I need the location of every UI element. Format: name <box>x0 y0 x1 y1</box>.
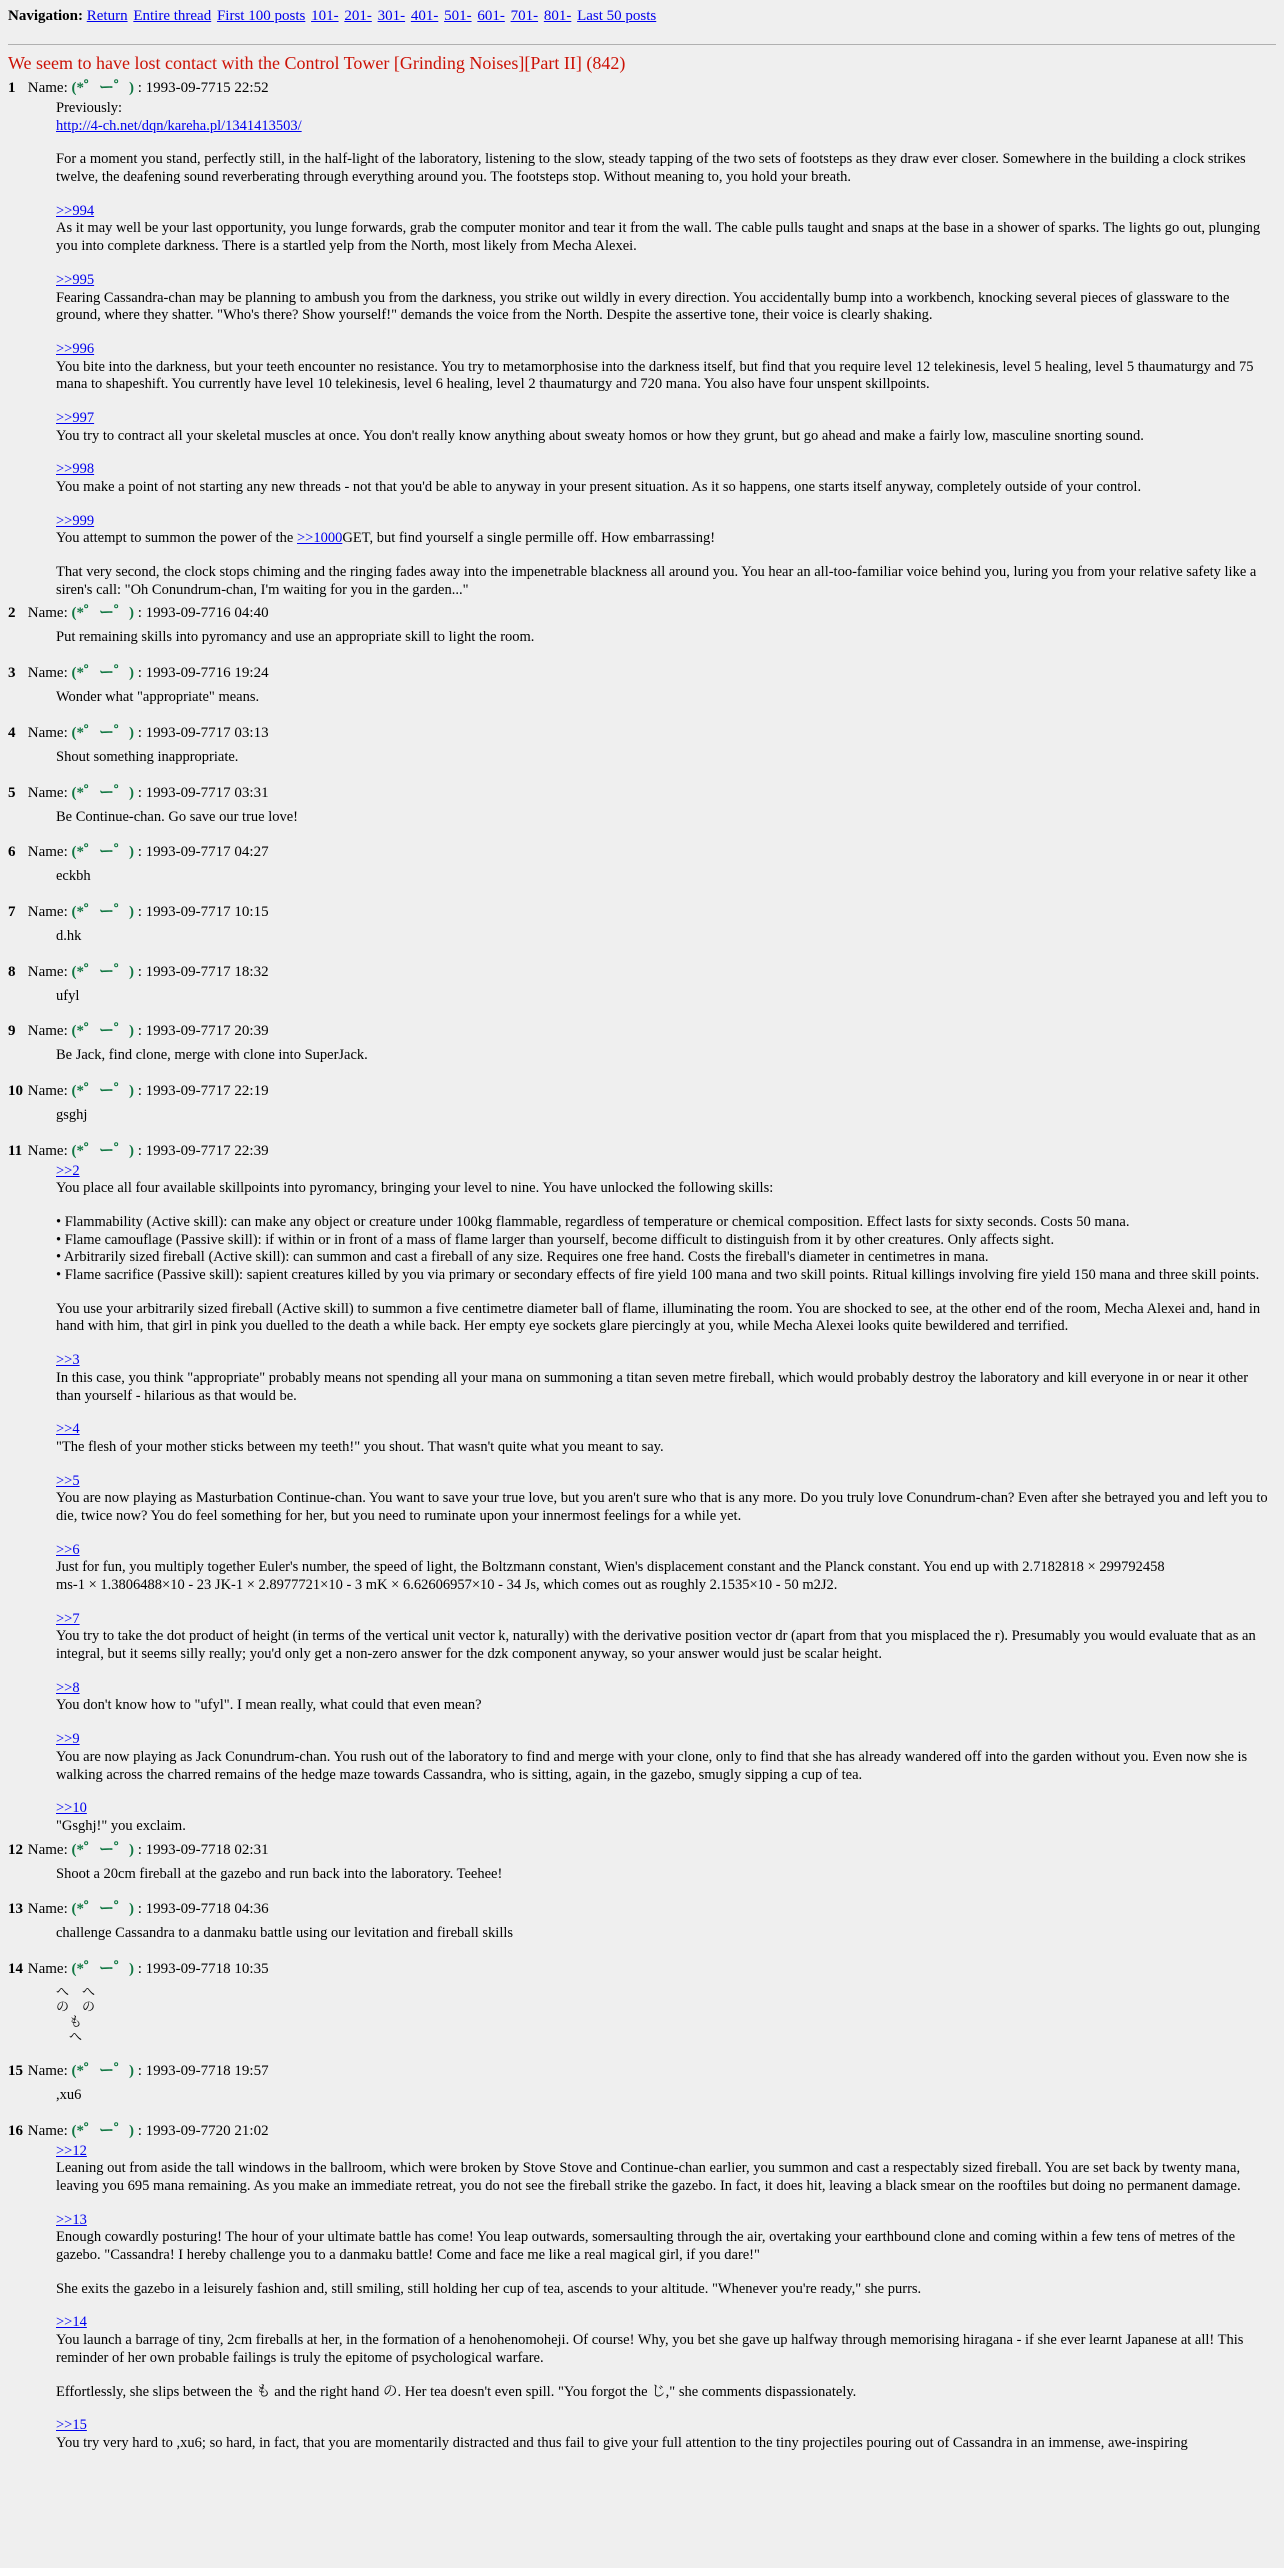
post-header: 5 Name: (*゜ー゜) : 1993-09-7717 03:31 <box>8 784 269 801</box>
post-header: 2 Name: (*゜ー゜) : 1993-09-7716 04:40 <box>8 605 269 622</box>
post-text: ,xu6 <box>56 2086 82 2103</box>
post-text-segment: As it may well be your last opportunity, you lunge forwards, grab the computer monitor and tear it from the wall. The cable pulls taught and snaps at the base in a shower of sparks. The lights go out, plunging you into complete darkness. There is a startled yelp from the North, most likely from Mecha Alexei. <box>56 220 1261 255</box>
post-number[interactable]: 10 <box>8 1082 23 1099</box>
post-date: 1993-09-7718 04:36 <box>145 1901 269 1918</box>
nav-link-first-100[interactable]: First 100 posts <box>216 8 306 24</box>
post-text <box>56 1232 1276 1250</box>
reply-link[interactable]: >>7 <box>56 1610 80 1627</box>
post-header: 16 Name: (*゜ー゜) : 1993-09-7720 21:02 <box>8 2122 269 2139</box>
reply-link[interactable]: >>12 <box>56 2142 87 2159</box>
post-number[interactable]: 6 <box>8 844 16 861</box>
poster-name: (*゜ー゜) <box>71 1960 134 1977</box>
nav-link-301[interactable]: 301- <box>377 8 406 24</box>
post-text <box>56 2281 1276 2299</box>
post-text <box>56 151 1276 186</box>
post-text-segment: You try to take the dot product of height (in terms of the vertical unit vector k, naturally) with the derivative position vector dr (apart from that you misplaced the r). Presumably you would evaluate that as an integral, but it seems silly really; you'd only get a non-zero answer for the dzk component anyway, so your answer would just be scalar height. <box>56 1628 1256 1663</box>
post-text <box>56 479 1276 497</box>
name-label: Name: <box>27 963 68 980</box>
post-text <box>56 1267 1276 1285</box>
post-date: 1993-09-7717 22:39 <box>145 1142 269 1159</box>
name-label: Name: <box>27 1082 68 1099</box>
post-text <box>56 2332 1276 2367</box>
post-body <box>56 2141 1276 2457</box>
post-text-segment: • Flammability (Active skill): can make any object or creature under 100kg flammable, regardless of temperature or chemical composition. Effect lasts for sixty seconds. Costs 50 mana. <box>56 1214 1130 1230</box>
post <box>0 2121 1284 2457</box>
poster-name: (*゜ー゜) <box>71 2122 134 2139</box>
post-header: 14 Name: (*゜ー゜) : 1993-09-7718 10:35 <box>8 1960 269 1977</box>
post-text <box>56 1628 1276 1663</box>
post-body <box>56 803 1276 843</box>
post-text <box>56 2160 1276 2195</box>
post <box>0 723 1284 783</box>
post-number[interactable]: 7 <box>8 903 16 920</box>
post-text-segment: You place all four available skillpoints into pyromancy, bringing your level to nine. You have unlocked the following skills: <box>56 1180 774 1197</box>
post-body <box>56 1860 1276 1900</box>
reply-link[interactable]: >>1000 <box>296 530 343 547</box>
post-date: 1993-09-7717 03:13 <box>145 724 269 741</box>
post-number[interactable]: 8 <box>8 963 16 980</box>
divider <box>8 44 1276 45</box>
post-text-segment: Enough cowardly posturing! The hour of your ultimate battle has come! You leap outwards, somersaulting through the air, overtaking your earthbound clone and coming within a few tens of metres of the gazebo. "Cassandra! I hereby challenge you to a danmaku battle! Come and face me like a real magical girl, if you dare!" <box>56 2229 1236 2264</box>
post <box>0 842 1284 902</box>
reply-link[interactable]: >>4 <box>56 1421 80 1438</box>
reply-link[interactable]: >>998 <box>56 461 95 478</box>
post-text: Shoot a 20cm fireball at the gazebo and run back into the laboratory. Teehee! <box>56 1865 503 1882</box>
post-text: Put remaining skills into pyromancy and use an appropriate skill to light the room. <box>56 629 535 646</box>
post-header: 7 Name: (*゜ー゜) : 1993-09-7717 10:15 <box>8 903 269 920</box>
post-date: 1993-09-7717 18:32 <box>145 963 269 980</box>
post-number[interactable]: 14 <box>8 1960 23 1977</box>
post-header: 4 Name: (*゜ー゜) : 1993-09-7717 03:13 <box>8 724 269 741</box>
name-label: Name: <box>27 605 68 622</box>
post-text: ms-1 × 1.3806488×10 - 23 JK-1 × 2.8977721×10 - 3 mK × 6.62606957×10 - 34 Js, which comes out as roughly 2.1535×10 - 50 m2J2. <box>56 1577 838 1593</box>
post-text <box>56 564 1276 599</box>
post-date: 1993-09-7717 04:27 <box>145 844 269 861</box>
post-text-segment: You try to contract all your skeletal muscles at once. You don't really know anything about sweaty homos or how they grunt, but go ahead and make a fairly low, masculine snorting sound. <box>56 427 1144 444</box>
post-text: ufyl <box>56 987 80 1004</box>
poster-name: (*゜ー゜) <box>71 844 134 861</box>
reply-link[interactable]: >>996 <box>56 340 95 357</box>
post <box>0 1899 1284 1959</box>
post-body <box>56 1979 1276 2061</box>
post-text-segment: You bite into the darkness, but your teeth encounter no resistance. You try to metamorphosise into the darkness itself, but find that you require level 12 telekinesis, level 5 healing, level 5 thaumaturgy and 75 mana to shapeshift. You currently have level 10 telekinesis, level 6 healing, level 2 thaumaturgy and 720 mana. You also have four unspent skillpoints. <box>56 358 1254 393</box>
post-date: 1993-09-7718 02:31 <box>145 1841 269 1858</box>
post-text: Be Jack, find clone, merge with clone into SuperJack. <box>56 1047 368 1064</box>
post <box>0 78 1284 603</box>
post-number[interactable]: 13 <box>8 1901 23 1918</box>
nav-link-401[interactable]: 401- <box>410 8 439 24</box>
post-text-segment: • Arbitrarily sized fireball (Active skill): can summon and cast a fireball of any size. Requires one free hand. Costs the fireball's diameter in centimetres in mana. <box>56 1249 989 1266</box>
post-text <box>56 100 1276 118</box>
post-text <box>56 1559 1276 1577</box>
post-header: 15 Name: (*゜ー゜) : 1993-09-7718 19:57 <box>8 2062 269 2079</box>
post <box>0 1840 1284 1900</box>
post-date: 1993-09-7717 03:31 <box>145 784 269 801</box>
name-label: Name: <box>27 724 68 741</box>
post-text <box>56 1214 1276 1232</box>
poster-name: (*゜ー゜) <box>71 724 134 741</box>
name-label: Name: <box>27 1901 68 1918</box>
poster-name: (*゜ー゜) <box>71 1023 134 1040</box>
post <box>0 663 1284 723</box>
nav-link-701[interactable]: 701- <box>510 8 539 24</box>
post-text: Be Continue-chan. Go save our true love! <box>56 808 298 825</box>
post-header: 3 Name: (*゜ー゜) : 1993-09-7716 19:24 <box>8 665 269 682</box>
name-label: Name: <box>27 844 68 861</box>
post <box>0 1021 1284 1081</box>
post-text-segment: You use your arbitrarily sized fireball (Active skill) to summon a five centimetre diameter ball of flame, illuminating the room. You are shocked to see, at the other end of the room, Mecha Alexei and, hand in hand with him, that girl in pink you duelled to the death a while back. Her empty eye sockets glare piercingly at you, while Mecha Alexei looks quite bewildered and terrified. <box>56 1300 1261 1335</box>
navigation-label: Navigation: <box>8 8 83 24</box>
post-number[interactable]: 16 <box>8 2122 23 2139</box>
nav-link-return[interactable]: Return <box>86 8 128 24</box>
nav-link-601[interactable]: 601- <box>477 8 505 24</box>
post-text <box>56 1818 1276 1836</box>
nav-link-501[interactable]: 501- <box>444 8 472 24</box>
reply-link[interactable]: >>6 <box>56 1541 80 1558</box>
nav-link-201[interactable]: 201- <box>344 8 372 24</box>
post-number[interactable]: 9 <box>8 1023 16 1040</box>
poster-name: (*゜ー゜) <box>71 784 134 801</box>
post-text-segment: You don't know how to "ufyl". I mean really, what could that even mean? <box>56 1697 482 1714</box>
post-body <box>56 623 1276 663</box>
post-text <box>56 1439 1276 1457</box>
poster-name: (*゜ー゜) <box>71 80 134 96</box>
post-number[interactable]: 12 <box>8 1841 23 1858</box>
post-text-segment: • Flame camouflage (Passive skill): if within or in front of a mass of flame larger than yourself, become difficult to distinguish from it by other creatures. Only affects sight. <box>56 1231 1055 1248</box>
post-text: Shout something inappropriate. <box>56 748 239 765</box>
poster-name: (*゜ー゜) <box>71 605 134 622</box>
post-text-segment: Previously: <box>56 100 123 116</box>
post-body <box>56 982 1276 1022</box>
post-number[interactable]: 3 <box>8 665 16 682</box>
post-body <box>56 2081 1276 2121</box>
post-text-segment: You are now playing as Jack Conundrum-chan. You rush out of the laboratory to find and merge with your clone, only to find that she has already wandered off into the garden without you. Even now she is walking across the charred remains of the hedge maze towards Cassandra, who is sitting, again, in the gazebo, smugly sipping a cup of tea. <box>56 1748 1248 1783</box>
reply-link[interactable]: >>5 <box>56 1472 80 1489</box>
post-text-segment: That very second, the clock stops chiming and the ringing fades away into the impenetrable blackness all around you. You hear an all-too-familiar voice behind you, luring you from your relative safety like a siren's call: "Oh Conundrum-chan, I'm waiting for you in the garden..." <box>56 564 1257 598</box>
post-text-segment: You try very hard to ,xu6; so hard, in fact, that you are momentarily distracted and thus fail to give your full attention to the tiny projectiles pouring out of Cassandra in an immense, awe-inspiring <box>56 2434 1188 2451</box>
post-text <box>56 359 1276 394</box>
name-label: Name: <box>27 1023 68 1040</box>
post-text: d.hk <box>56 927 82 944</box>
post-text-segment: GET, but find yourself a single permille off. How embarrassing! <box>342 530 716 547</box>
post-text-segment: You attempt to summon the power of the <box>56 530 297 547</box>
poster-name: (*゜ー゜) <box>71 665 134 682</box>
post-text <box>56 1249 1276 1267</box>
post-text-segment: You launch a barrage of tiny, 2cm fireballs at her, in the formation of a henohenomoheji. Of course! Why, you bet she gave up halfway through memorising hiragana - if she ever learnt Japanese at all! This reminder of her own probable failings is truly the epitome of psychological warfare. <box>56 2332 1244 2366</box>
post-date: 1993-09-7717 10:15 <box>145 903 269 920</box>
post-body <box>56 98 1276 603</box>
post-number[interactable]: 4 <box>8 724 16 741</box>
name-label: Name: <box>27 665 68 682</box>
post-date: 1993-09-7717 22:19 <box>145 1082 269 1099</box>
navigation-bar <box>8 7 658 25</box>
reply-link[interactable]: >>15 <box>56 2417 87 2434</box>
reply-link[interactable]: >>8 <box>56 1679 80 1696</box>
post-text-segment: Effortlessly, she slips between the も and the right hand の. Her tea doesn't even spill. "You forgot the じ," she comments dispassionately. <box>56 2383 857 2400</box>
post-text: へ へ の の も へ <box>56 1984 96 2045</box>
post-header: 13 Name: (*゜ー゜) : 1993-09-7718 04:36 <box>8 1901 269 1918</box>
post-date: 1993-09-7718 19:57 <box>145 2062 269 2079</box>
name-label: Name: <box>27 1841 68 1858</box>
post-header: 10 Name: (*゜ー゜) : 1993-09-7717 22:19 <box>8 1082 269 1099</box>
post-text <box>56 1370 1276 1405</box>
poster-name: (*゜ー゜) <box>71 2062 134 2079</box>
nav-link-last-50[interactable]: Last 50 posts <box>577 8 657 24</box>
post-text: eckbh <box>56 868 91 885</box>
post <box>0 962 1284 1022</box>
reply-link[interactable]: >>14 <box>56 2314 87 2331</box>
nav-link-101[interactable]: 101- <box>311 8 339 24</box>
post-header: 6 Name: (*゜ー゜) : 1993-09-7717 04:27 <box>8 844 269 861</box>
post-text-segment: "The flesh of your mother sticks between my teeth!" you shout. That wasn't quite what you meant to say. <box>56 1438 664 1455</box>
post-body <box>56 683 1276 723</box>
nav-link-801[interactable]: 801- <box>543 8 572 24</box>
post-number[interactable]: 2 <box>8 605 16 622</box>
reply-link[interactable]: >>997 <box>56 409 95 426</box>
post-text <box>56 428 1276 446</box>
post-body <box>56 1161 1276 1840</box>
post-text-segment: You make a point of not starting any new threads - not that you'd be able to anyway in your present situation. As it so happens, one starts itself anyway, completely outside of your control. <box>56 479 1142 495</box>
post-text-segment: "Gsghj!" you exclaim. <box>56 1817 186 1834</box>
poster-name: (*゜ー゜) <box>71 1901 134 1918</box>
post-text-segment: Leaning out from aside the tall windows in the ballroom, which were broken by Stove Stove and Continue-chan earlier, you summon and cast a respectably sized fireball. You are set back by twenty mana, leaving you 695 mana remaining. As you make an immediate retreat, you do not see the fireball strike the gazebo. In fact, it does hit, leaving a black smear on the rooftiles but doing no permanent damage. <box>56 2160 1241 2194</box>
post-text <box>56 2435 1276 2453</box>
post-text: challenge Cassandra to a danmaku battle using our levitation and fireball skills <box>56 1925 514 1942</box>
post-text-segment: For a moment you stand, perfectly still, in the half-light of the laboratory, listening to the slow, steady tapping of the two sets of footsteps as they draw ever closer. Somewhere in the building a clock strikes twelve, the deafening sound reverberating through everything around you. The footsteps stop. Without meaning to, you hold your breath. <box>56 151 1246 186</box>
post-body <box>56 1041 1276 1081</box>
post-text <box>56 2229 1276 2264</box>
reply-link[interactable]: >>2 <box>56 1162 80 1179</box>
poster-name: (*゜ー゜) <box>71 1841 134 1858</box>
post-number[interactable]: 11 <box>8 1142 23 1159</box>
post <box>0 603 1284 663</box>
post-date: 1993-09-7716 04:40 <box>145 605 269 622</box>
reply-link[interactable]: >>9 <box>56 1731 80 1748</box>
poster-name: (*゜ー゜) <box>71 903 134 920</box>
post-date: 1993-09-7717 20:39 <box>145 1023 269 1040</box>
post-date: 1993-09-7716 19:24 <box>145 665 269 682</box>
post-text <box>56 220 1276 255</box>
post <box>0 2061 1284 2121</box>
name-label: Name: <box>27 2122 68 2139</box>
reply-link[interactable]: >>995 <box>56 271 95 288</box>
name-label: Name: <box>27 1960 68 1977</box>
post <box>0 902 1284 962</box>
post-body <box>56 862 1276 902</box>
post-text-segment: In this case, you think "appropriate" probably means not spending all your mana on summoning a titan seven metre fireball, which would probably destroy the laboratory and kill everyone in or near it other than yourself - hilarious as that would be. <box>56 1369 1249 1404</box>
thread-posts <box>0 78 1284 2457</box>
post-number[interactable]: 1 <box>8 80 16 96</box>
post-text <box>56 1301 1276 1336</box>
post-text-segment: Fearing Cassandra-chan may be planning to ambush you from the darkness, you strike out wildly in every direction. You accidentally bump into a workbench, knocking several pieces of glassware to the ground, where they shatter. "Who's there? Show yourself!" demands the voice from the North. Despite the assertive tone, their voice is clearly shaking. <box>56 289 1230 324</box>
post-header: 12 Name: (*゜ー゜) : 1993-09-7718 02:31 <box>8 1841 269 1858</box>
reply-link[interactable]: >>994 <box>56 202 95 219</box>
post <box>0 1959 1284 2061</box>
post-text: Wonder what "appropriate" means. <box>56 689 260 706</box>
post-text <box>56 2384 1276 2402</box>
post-text <box>56 1180 1276 1198</box>
post-body <box>56 922 1276 962</box>
post-text-segment: She exits the gazebo in a leisurely fashion and, still smiling, still holding her cup of tea, ascends to your altitude. "Whenever you're ready," she purrs. <box>56 2280 922 2297</box>
reply-link[interactable]: >>13 <box>56 2211 87 2228</box>
name-label: Name: <box>27 784 68 801</box>
post-body <box>56 1101 1276 1141</box>
post-number[interactable]: 15 <box>8 2062 23 2079</box>
post-header: 9 Name: (*゜ー゜) : 1993-09-7717 20:39 <box>8 1023 269 1040</box>
poster-name: (*゜ー゜) <box>71 1142 134 1159</box>
post-body <box>56 1919 1276 1959</box>
post-date: 1993-09-7715 22:52 <box>145 80 269 96</box>
post <box>0 1141 1284 1840</box>
post-header: 11 Name: (*゜ー゜) : 1993-09-7717 22:39 <box>8 1142 269 1159</box>
post-date: 1993-09-7720 21:02 <box>145 2122 269 2139</box>
post <box>0 783 1284 843</box>
reply-link[interactable]: >>999 <box>56 512 95 529</box>
thread-title: We seem to have lost contact with the Control Tower [Grinding Noises][Part II] (842) <box>8 53 626 73</box>
name-label: Name: <box>27 1142 68 1159</box>
nav-link-entire-thread[interactable]: Entire thread <box>133 8 212 24</box>
reply-link[interactable]: >>10 <box>56 1800 87 1817</box>
post-header: 8 Name: (*゜ー゜) : 1993-09-7717 18:32 <box>8 963 269 980</box>
poster-name: (*゜ー゜) <box>71 963 134 980</box>
post-body <box>56 743 1276 783</box>
post-header: 1 Name: (*゜ー゜) : 1993-09-7715 22:52 <box>8 80 269 96</box>
previous-thread-link[interactable]: http://4-ch.net/dqn/kareha.pl/1341413503/ <box>56 117 302 134</box>
reply-link[interactable]: >>3 <box>56 1352 80 1369</box>
post-text <box>56 1697 1276 1715</box>
name-label: Name: <box>27 2062 68 2079</box>
poster-name: (*゜ー゜) <box>71 1082 134 1099</box>
post-text <box>56 290 1276 325</box>
post-text-segment: Just for fun, you multiply together Euler's number, the speed of light, the Boltzmann constant, Wien's displacement constant and the Planck constant. You end up with 2.7182818 × 299792458 <box>56 1559 1165 1576</box>
post <box>0 1081 1284 1141</box>
post-text <box>56 530 1276 548</box>
name-label: Name: <box>27 903 68 920</box>
post-number[interactable]: 5 <box>8 784 16 801</box>
post-date: 1993-09-7718 10:35 <box>145 1960 269 1977</box>
post-text-segment: • Flame sacrifice (Passive skill): sapient creatures killed by you via primary or secondary effects of fire yield 100 mana and two skill points. Ritual killings involving fire yield 150 mana and three skill points. <box>56 1267 1260 1284</box>
post-text: gsghj <box>56 1106 88 1123</box>
post-text-segment: You are now playing as Masturbation Continue-chan. You want to save your true love, but you aren't sure who that is any more. Do you truly love Conundrum-chan? Even after she betrayed you and left you to die, twice now? You do feel something for her, but you need to ruminate upon your innermost feelings for a while yet. <box>56 1490 1268 1524</box>
name-label: Name: <box>27 80 68 96</box>
post-text <box>56 1749 1276 1784</box>
post-text <box>56 1490 1276 1525</box>
